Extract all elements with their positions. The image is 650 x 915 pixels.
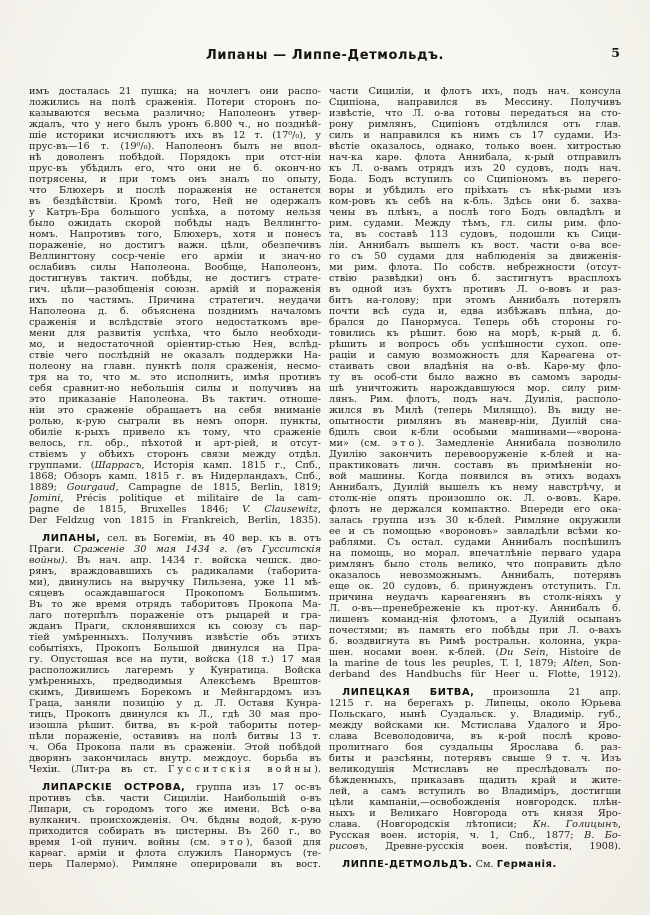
text-line: лаго потерпѣлъ пораженіе отъ рыцарей и гра- (29, 610, 321, 621)
text-line: нач-ка карѳ. флота Аннибала, к-рый отправилъ (329, 152, 621, 163)
text-line: ихъ по частямъ. Причина стратегич. неудачи (29, 295, 321, 306)
text-line: го съ 50 судами для наблюденія за движенія- (329, 251, 621, 262)
text-line: почестями; въ память его побѣды при Л. о-вахъ (329, 625, 621, 636)
text-line: изошла рѣшит. битва, въ к-рой табориты потер- (29, 720, 321, 731)
text-line: ствію развѣдки) онъ б. застигнутъ врасплохъ (329, 273, 621, 284)
italic-citation: Jomini (29, 493, 61, 504)
text-line: практиковать личн. составъ въ примѣненіи но- (329, 460, 621, 471)
text-line: дворянъ закончилась внутр. междоус. борьба въ (29, 753, 321, 764)
text-line: брался до Панормуса. Теперь обѣ стороны го- (329, 317, 621, 328)
text-line: слава Всеволодовича, въ к-рой послѣ крово- (329, 731, 621, 742)
text-line: обиліе к-рыхъ привело къ тому, что сраженіе (29, 427, 321, 438)
text-line: ЛИППЕ-ДЕТМОЛЬДЪ. См. Германія. (342, 859, 557, 870)
text-line: ком-ровъ къ себѣ на к-бль. Здѣсь они б. захва- (329, 196, 621, 207)
text-line: pagne de 1815, Bruxelles 1846; V. Clausewitz, (29, 504, 321, 515)
text-line: Граца, заняли позицію у д. Л. Оставя Кунра- (29, 698, 321, 709)
text-line: противъ сѣв. части Сициліи. Наибольшій о-въ (29, 793, 321, 804)
text-line: Л. о-въ—пренебреженіе къ прот-ку. Аннибалъ б. (329, 603, 621, 614)
text-line: derband des Handbuchs für Heer u. Flotte, 1912). (329, 669, 621, 680)
text-line: войны). Въ нач. апр. 1434 г. войска чешск. дво- (29, 555, 321, 566)
text-line: лянъ. Рим. флотъ, подъ нач. Дуилія, располо- (329, 394, 621, 405)
text-line: цѣли кампаніи,—освобожденія новгородск. плѣн- (329, 797, 621, 808)
text-line: Чехіи. (Лит-ра въ ст. Гусситскія войны). (29, 764, 321, 775)
text-line: ч. Оба Прокопа пали въ сраженіи. Этой побѣдой (29, 742, 321, 753)
italic-citation: рисовъ (329, 841, 365, 852)
text-line: Der Feldzug von 1815 in Frankreich, Berlin, 1835). (29, 515, 321, 526)
text-line: себя сравнит-но небольшія силы и получивъ на (29, 383, 321, 394)
text-line: Jomini, Précis politique et militaire de la cam- (29, 493, 321, 504)
italic-citation: Du Sein (499, 647, 546, 658)
text-line: ту въ особ-сти было важно въ самомъ зароды- (329, 372, 621, 383)
letterspaced-term: это (391, 438, 418, 449)
entry-headword: ЛИПАНЫ, (42, 533, 101, 544)
text-line: ослабивъ силы Наполеона. Вообще, Наполеонъ, (29, 262, 321, 273)
text-line: гу. Опустошая все на пути, войска (18 т.) 17 мая (29, 654, 321, 665)
text-line: залась группа изъ 30 к-блей. Римляне окружили (329, 515, 621, 526)
text-line: мо, и недостаточной оріентир-стью Нея, вслѣд- (29, 339, 321, 350)
text-line: къ Л. о-вамъ отрядъ изъ 20 судовъ, подъ нач. (329, 163, 621, 174)
entry-headword: ЛИПЕЦКАЯ БИТВА, (342, 687, 475, 698)
text-line: было ожидать скорой побѣды надъ Веллингто- (29, 218, 321, 229)
running-title: Липаны — Липпе-Детмольдъ. (206, 48, 444, 63)
text-line: казываются весьма различно; Наполеонъ утвер- (29, 108, 321, 119)
text-line: биты и разсѣяны, потерявъ свыше 9 т. ч. Изъ (329, 753, 621, 764)
entry-headword: Германія. (496, 859, 557, 870)
text-line: ныхъ и Великаго Новгорода отъ князя Яро- (329, 808, 621, 819)
text-line: перь Палермо). Римляне оперировали въ вост. (29, 859, 321, 870)
paragraph-gap (329, 852, 621, 859)
text-line: группами. (Шаррасъ, Исторія камп. 1815 г., Спб., (29, 460, 321, 471)
text-line: причина неудачъ карѳагенянъ въ столк-ніяхъ у (329, 592, 621, 603)
text-line: Въ то же время отрядъ таборитовъ Прокопа Ма- (29, 599, 321, 610)
text-line: Липари, съ городомъ того же имени. Всѣ о-ва (29, 804, 321, 815)
text-line: пѣли пораженіе, оставивъ на полѣ битвы 13 т. (29, 731, 321, 742)
page-header (29, 44, 621, 63)
text-line: Русская воен. исторія, ч. 1, Спб., 1877; В. Бо- (329, 830, 621, 841)
text-line: ролью, к-рую сыграли въ немъ опорн. пункты, (29, 416, 321, 427)
text-line: битъ на-голову; при этомъ Аннибалъ потерялъ (329, 295, 621, 306)
text-line: Дуилію закончить перевооруженіе к-блей и на- (329, 449, 621, 460)
text-line: ЛИПАНЫ, сел. въ Богеміи, въ 40 вер. къ в. отъ (42, 533, 321, 544)
text-line: тіей умѣренныхъ. Получивъ извѣстіе объ этихъ (29, 632, 321, 643)
text-line: событіяхъ, Прокопъ Большой двинулся на Пра- (29, 643, 321, 654)
letterspaced-term: Гусситскія войны (167, 764, 315, 775)
text-line: флотъ не держался компактно. Впереди его ока- (329, 504, 621, 515)
text-line: приходится собирать въ цистерны. Въ 260 г., во (29, 826, 321, 837)
text-line: б. воздвигнута въ Римѣ ростральн. колонна, укра- (329, 636, 621, 647)
text-line: пораженіе, но достигъ важн. цѣли, обезпечивъ (29, 240, 321, 251)
text-line: ее и съ помощью «вороновъ» завладѣли всѣми ко- (329, 526, 621, 537)
text-columns (29, 86, 621, 870)
text-line: карѳаг. арміи и флота служилъ Панормусъ (те- (29, 848, 321, 859)
text-line: опытности римлянъ въ маневр-ніи, Дуилій сна- (329, 416, 621, 427)
text-line: раблями. Съ остал. судами Аннибалъ поспѣшилъ (329, 537, 621, 548)
text-line: ми рим. флота. По собств. небрежности (отсут- (329, 262, 621, 273)
text-line: ЛИПАРСКІЕ ОСТРОВА, группа изъ 17 ос-въ (42, 782, 321, 793)
text-line: ложились на полѣ сраженія. Потери сторонъ по- (29, 97, 321, 108)
text-line: прус-въ убѣдилъ его, что они не б. оконч-но (29, 163, 321, 174)
text-line: шѣ уничтожить нарождавшуюся мор. силу рим- (329, 383, 621, 394)
text-line: гич. цѣли—разобщенія союзн. армій и пораженія (29, 284, 321, 295)
text-line: римлянъ было столь велико, что поправить дѣло (329, 559, 621, 570)
text-line: еще ок. 20 судовъ, б. принужденъ отступить. Гл. (329, 581, 621, 592)
text-line: рѣшить и вопросъ объ успѣшности сухоп. опе- (329, 339, 621, 350)
text-line: умѣренныхъ, предводимыя Алексѣемъ Врештов- (29, 676, 321, 687)
text-line: вулканич. происхожденія. Оч. бѣдны водой, к-рую (29, 815, 321, 826)
text-line: ми), двинулись на выручку Пильзена, уже 11 мѣ- (29, 577, 321, 588)
text-line: мени для развитія успѣха, что было необходи- (29, 328, 321, 339)
text-line: въ бездѣйствіи. Кромѣ того, Ней не одержалъ (29, 196, 321, 207)
text-line: силъ и направился къ нимъ съ 17 судами. Из- (329, 130, 621, 141)
text-line: великодушія Мстиславъ не преслѣдовалъ по- (329, 764, 621, 775)
text-line: воры и убѣдилъ его пріѣхать съ нѣк-рыми изъ (329, 185, 621, 196)
text-line: расположились лагеремъ у Кунратица. Войска (29, 665, 321, 676)
text-line: ждалъ, что у него былъ уронъ 6.800 ч., но позднѣй- (29, 119, 321, 130)
text-line: шіе историки исчисляютъ ихъ въ 12 т. (17⁰/₀), у (29, 130, 321, 141)
text-line: Сципіона, направился въ Мессину. Получивъ (329, 97, 621, 108)
text-line: жился въ Милѣ (теперь Миляццо). Въ виду не- (329, 405, 621, 416)
text-line: извѣстіе, что Л. о-ва готовы передаться на сто- (329, 108, 621, 119)
text-line: рону римлянъ, Сципіонъ отдѣлился отъ глав. (329, 119, 621, 130)
text-line: у Катръ-Бра большого успѣха, а потому нельзя (29, 207, 321, 218)
text-line: бдилъ свои к-бли особыми машинами—«ворона- (329, 427, 621, 438)
text-line: что Блюхеръ и послѣ пораженія не останется (29, 185, 321, 196)
text-line: Веллингтону соср-ченіе его арміи и знач-но (29, 251, 321, 262)
text-line: рим. судами. Между тѣмъ, гл. силы рим. фло- (329, 218, 621, 229)
text-line: Польскаго, нынѣ Суздальск. у. Владимір. губ., (329, 709, 621, 720)
letterspaced-term: это (220, 837, 246, 848)
text-line: стаивать свои владѣнія на о-вѣ. Карѳ-му фло- (329, 361, 621, 372)
text-line: слава. (Новгородскія лѣтописи; Кн. Голицынъ, (329, 819, 621, 830)
text-line: тря на то, что м. это исполнить, имѣя противъ (29, 372, 321, 383)
text-line: между войсками кн. Мстислава Удалого и Яро- (329, 720, 621, 731)
text-line: велось, гл. обр., пѣхотой и арт-ріей, и отсут- (29, 438, 321, 449)
text-line: лишенъ команд-нія флотомъ, а Дуилій осыпанъ (329, 614, 621, 625)
text-line: номъ. Напротивъ того, Блюхеръ, хотя и понесъ (29, 229, 321, 240)
text-line: Аннибалъ, Дуилій вышелъ къ нему навстрѣчу, и (329, 482, 621, 493)
text-line: почти всѣ суда и, едва избѣжавъ плѣна, до- (329, 306, 621, 317)
text-line: имъ досталась 21 пушка; на ночлегъ они распо- (29, 86, 321, 97)
text-line: сраженія и вслѣдствіе этого недостаткомъ вре- (29, 317, 321, 328)
text-line: товились къ рѣшит. бою на морѣ, к-рый д. б. (329, 328, 621, 339)
entry-headword: ЛИПАРСКІЕ ОСТРОВА, (42, 782, 186, 793)
paragraph-gap (29, 775, 321, 782)
text-line: та, въ составѣ 113 судовъ, подошли къ Сици- (329, 229, 621, 240)
text-line: нѣ доволенъ побѣдой. Порядокъ при отст-ніи (29, 152, 321, 163)
text-line: вѣстіе оказалось, однако, только воен. хитростью (329, 141, 621, 152)
page-number: 5 (611, 45, 620, 60)
text-line: жданъ Праги, склонявшихся къ союзу съ пар- (29, 621, 321, 632)
text-line: въ одной изъ бухтъ противъ Л. о-вовъ и раз- (329, 284, 621, 295)
text-line: ми» (см. это). Замедленіе Аннибала позволило (329, 438, 621, 449)
italic-citation: войны). (29, 555, 68, 566)
text-line: 1889; Gourgaud, Campagne de 1815, Berlin, 1819; (29, 482, 321, 493)
text-line: полеону на главн. пунктѣ поля сраженія, несмо- (29, 361, 321, 372)
text-line: ствіемъ у обѣихъ сторонъ связи между отдѣл. (29, 449, 321, 460)
text-line: Наполеона д. б. объяснена позднимъ началомъ (29, 306, 321, 317)
text-line: рисовъ, Древне-русскія воен. повѣстія, 1908). (329, 841, 621, 852)
text-line: вой машины. Когда появился въ этихъ водахъ (329, 471, 621, 482)
text-line: сяцевъ осаждавшагося Прокопомъ Большимъ. (29, 588, 321, 599)
text-line: достигнувъ тактич. побѣды, не достигъ страте- (29, 273, 321, 284)
text-line: Бода. Бодъ вступилъ со Сципіономъ въ перего- (329, 174, 621, 185)
text-line: ствіе чего послѣдній не оказалъ поддержки На- (29, 350, 321, 361)
italic-citation: V. Clausewitz (242, 504, 318, 515)
text-line: скимъ, Дивишемъ Борекомъ и Мейнгардомъ изъ (29, 687, 321, 698)
text-line: тицъ, Прокопъ двинулся къ Л., гдѣ 30 мая про- (29, 709, 321, 720)
text-line: шен. носами воен. к-блей. (Du Sein, Histoire de (329, 647, 621, 658)
text-line: чены въ плѣнъ, а послѣ того Бодъ овладѣлъ и (329, 207, 621, 218)
text-line: части Сициліи, и флотъ ихъ, подъ нач. консула (329, 86, 621, 97)
italic-citation: Кн. Голицынъ (532, 819, 618, 830)
text-line: la marine de tous les peuples, T. I, 1879; Alten, Son- (329, 658, 621, 669)
italic-citation: Шаррасъ (94, 460, 142, 471)
text-line: ЛИПЕЦКАЯ БИТВА, произошла 21 апр. (342, 687, 621, 698)
text-line: пролитнаго боя суздальцы Ярослава б. раз- (329, 742, 621, 753)
text-line: ліи. Аннибалъ вышелъ къ вост. части о-ва все- (329, 240, 621, 251)
italic-citation: Сраженіе 30 мая 1434 г. (въ Гусситскія (73, 544, 321, 555)
text-line: это приказаніе Наполеона. Въ тактич. отноше- (29, 394, 321, 405)
text-line: раціи и самую возможность для Карѳагена от- (329, 350, 621, 361)
text-line: потрясены, и при томъ онъ зналъ по опыту, (29, 174, 321, 185)
text-line: 1215 г. на берегахъ р. Липецы, около Юрьева (329, 698, 621, 709)
paragraph-gap (29, 526, 321, 533)
italic-citation: В. Бо- (584, 830, 621, 841)
text-line: лей, а самъ вступилъ во Владиміръ, достигши (329, 786, 621, 797)
paragraph-gap (329, 680, 621, 687)
text-line: на помощь, но морал. впечатлѣніе перваго удара (329, 548, 621, 559)
text-line: Праги. Сраженіе 30 мая 1434 г. (въ Гусситскія (29, 544, 321, 555)
italic-citation: Alten (563, 658, 590, 669)
text-line: оказалось невозможнымъ. Аннибалъ, потерявъ (329, 570, 621, 581)
text-line: бѣжденныхъ, приказавъ щадить край и жите- (329, 775, 621, 786)
text-line: ніи это сраженіе обращаетъ на себя вниманіе (29, 405, 321, 416)
right-column (329, 86, 621, 870)
text-line: 1868; Обзоръ камп. 1815 г. въ Нидерландахъ, Спб., (29, 471, 321, 482)
text-line: прус-въ—16 т. (19⁰/₀). Наполеонъ былъ не впол- (29, 141, 321, 152)
text-line: столк-ніе опять произошло ок. Л. о-вовъ. Карѳ. (329, 493, 621, 504)
text-line: время 1-ой пунич. войны (см. это), базой для (29, 837, 321, 848)
italic-citation: Gourgaud (66, 482, 116, 493)
left-column (29, 86, 321, 870)
entry-headword: ЛИППЕ-ДЕТМОЛЬДЪ. (342, 859, 473, 870)
text-line: рянъ, враждовавшихъ съ радикалами (таборита- (29, 566, 321, 577)
